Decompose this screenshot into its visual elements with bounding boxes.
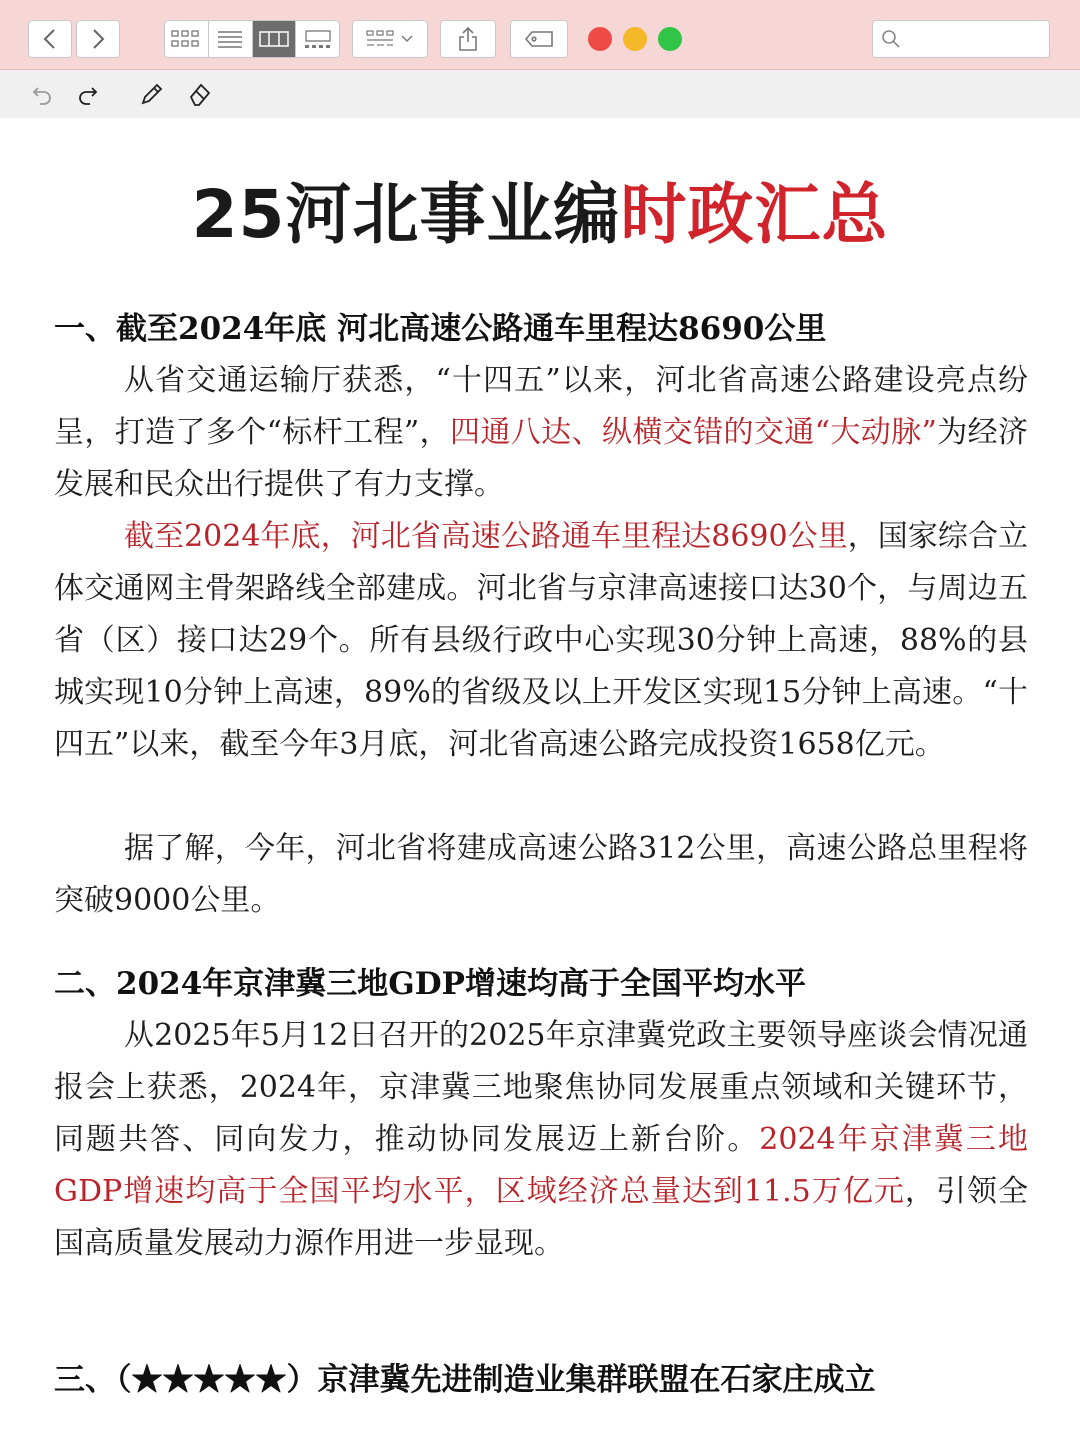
list-view-button[interactable] [209,21,253,57]
column-view-button[interactable] [253,21,297,57]
highlight-text: 2024年京津冀三地GDP增速均高于全国平均水平，区域经济总量达到11.5万亿元 [54,1122,1028,1209]
highlight-text: 截至2024年底，河北省高速公路通车里程达8690公里 [124,519,848,554]
search-icon [881,29,901,49]
share-button[interactable] [440,20,496,58]
grid-icon [171,29,201,49]
window-toolbar [0,0,1080,70]
chevron-right-icon [90,28,106,50]
section-1-heading: 一、截至2024年底 河北高速公路通车里程达8690公里 [54,311,827,347]
back-button[interactable] [28,20,72,58]
edit-toolbar [0,70,1080,118]
view-mode-group [164,20,340,58]
title-black: 25河北事业编 [191,176,621,253]
arrange-grid-icon [366,29,394,49]
text-run: 从省交通运输厅获悉，“十四五”以来，河北省高速公路建设亮点纷呈，打造了多个“标杆工程”， [54,363,1028,450]
section-2-heading: 二、2024年京津冀三地GDP增速均高于全国平均水平 [54,966,806,1002]
minimize-window-button[interactable] [623,27,647,51]
section-1-paragraph-2 [54,511,1028,771]
tag-icon [524,30,554,48]
share-icon [457,26,479,52]
section-1-paragraph-3 [54,823,1028,927]
section-2-paragraph-1 [54,1010,1028,1270]
close-window-button[interactable] [588,27,612,51]
eraser-icon [187,81,213,107]
search-box[interactable] [872,20,1050,58]
highlight-text: 四通八达、纵横交错的交通“大动脉” [450,415,937,450]
window-controls [588,27,682,51]
chevron-left-icon [42,28,58,50]
search-input[interactable] [907,24,1041,54]
icon-view-button[interactable] [165,21,209,57]
list-icon [217,30,243,48]
forward-button[interactable] [76,20,120,58]
undo-icon [30,82,54,106]
gallery-icon [303,29,333,49]
chevron-down-icon [400,34,414,44]
text-run: 据了解，今年，河北省将建成高速公路312公里，高速公路总里程将突破9000公里。 [54,831,1028,918]
text-run: 为经济发展和民众出行提供了有力支撑。 [54,415,1028,502]
pencil-icon [139,81,165,107]
zoom-window-button[interactable] [658,27,682,51]
tag-button[interactable] [510,20,568,58]
eraser-tool-button[interactable] [186,80,214,108]
redo-button[interactable] [74,80,102,108]
section-1-paragraph-1 [54,355,1028,511]
text-run: ，引领全国高质量发展动力源作用进一步显现。 [54,1174,1029,1261]
text-run: 从2025年5月12日召开的2025年京津冀党政主要领导座谈会情况通报会上获悉，2024年，京津冀三地聚焦协同发展重点领域和关键环节，同题共答、同向发力，推动协同发展迈上新台阶。 [54,1018,1028,1157]
arrange-button[interactable] [352,20,428,58]
redo-icon [76,82,100,106]
page-title [0,170,1080,260]
text-run: ，国家综合立体交通网主骨架路线全部建成。河北省与京津高速接口达30个，与周边五省（区）接口达29个。所有县级行政中心实现30分钟上高速，88%的县城实现10分钟上高速，89%的省级及以上开发区实现15分钟上高速。“十四五”以来，截至今年3月底，河北省高速公路完成投资1658亿元。 [54,519,1028,762]
columns-icon [259,30,289,48]
undo-button[interactable] [28,80,56,108]
section-3-heading: 三、（★★★★★）京津冀先进制造业集群联盟在石家庄成立 [54,1362,876,1398]
gallery-view-button[interactable] [296,21,339,57]
pencil-tool-button[interactable] [138,80,166,108]
title-red: 时政汇总 [620,176,889,253]
